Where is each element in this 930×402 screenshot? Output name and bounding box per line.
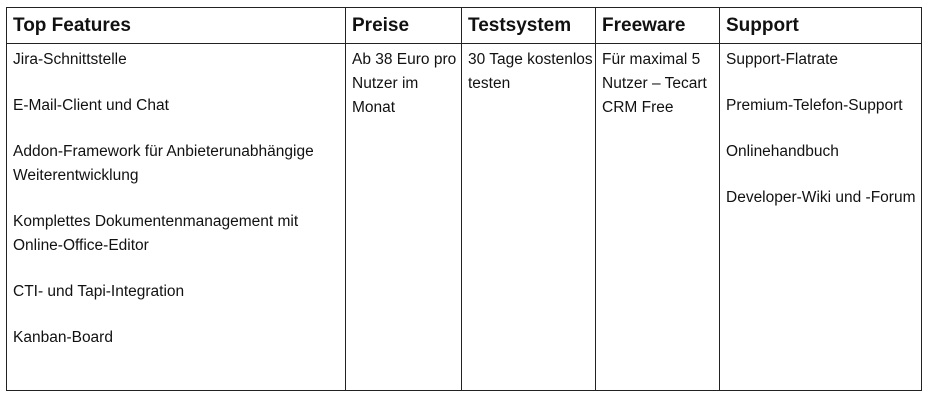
header-preise: Preise [346, 8, 462, 44]
table-row [7, 44, 922, 391]
freeware-text: Für maximal 5 Nutzer – Tecart CRM Free [602, 51, 707, 116]
feature-item: E-Mail-Client und Chat [13, 97, 169, 114]
price-text: Ab 38 Euro pro Nutzer im Monat [352, 51, 457, 116]
cell-top-features [7, 44, 346, 391]
feature-item: CTI- und Tapi-Integration [13, 283, 185, 300]
feature-item: Kanban-Board [13, 329, 113, 346]
cell-testsystem [462, 44, 596, 391]
trial-text: 30 Tage kostenlos testen [468, 51, 593, 92]
cell-support [720, 44, 922, 391]
header-testsystem: Testsystem [462, 8, 596, 44]
feature-item: Komplettes Dokumentenmanagement mit Online-Office-Editor [13, 213, 299, 254]
support-item: Support-Flatrate [726, 51, 838, 68]
feature-item: Addon-Framework für Anbieterunabhängige Weiterentwicklung [13, 143, 314, 184]
header-top-features: Top Features [7, 8, 346, 44]
header-support: Support [720, 8, 922, 44]
feature-item: Jira-Schnittstelle [13, 51, 127, 68]
support-item: Premium-Telefon-Support [726, 97, 903, 114]
support-item: Onlinehandbuch [726, 143, 839, 160]
comparison-table [6, 7, 922, 391]
header-row [7, 8, 922, 44]
support-item: Developer-Wiki und -Forum [726, 189, 916, 206]
header-freeware: Freeware [596, 8, 720, 44]
cell-freeware [596, 44, 720, 391]
cell-preise [346, 44, 462, 391]
